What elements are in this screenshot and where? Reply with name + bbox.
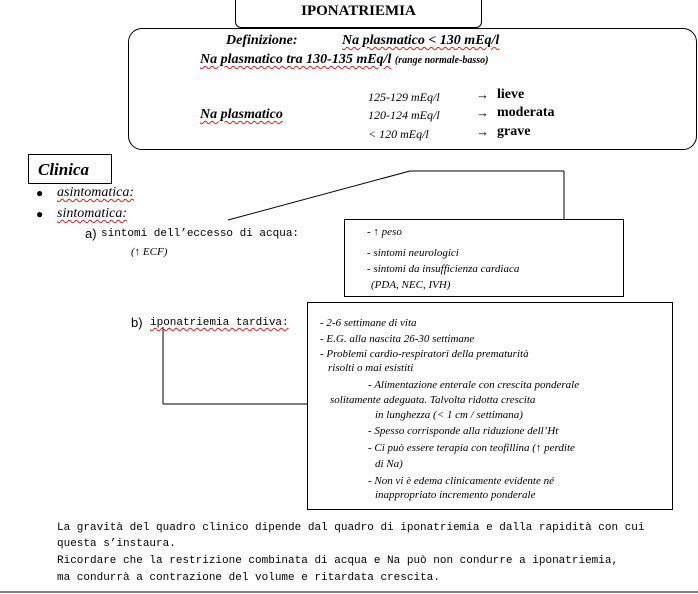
severity-grade-3: grave bbox=[497, 124, 531, 139]
symptoms-box bbox=[344, 219, 624, 297]
bullet-sintomatica bbox=[57, 206, 127, 222]
definition-line-1-text: Na plasmatico < 130 mEq/l bbox=[342, 33, 500, 48]
clinica-heading: Clinica bbox=[38, 160, 90, 179]
severity-grade-1: lieve bbox=[497, 87, 525, 102]
late-line-10: di Na) bbox=[375, 458, 403, 470]
symptoms-line-4: (PDA, NEC, IVH) bbox=[371, 279, 451, 291]
connector-a-diagonal bbox=[228, 171, 410, 220]
severity-arrow-2: → bbox=[476, 105, 489, 120]
item-a-marker: a) bbox=[85, 226, 97, 241]
item-a-sub: (↑ ECF) bbox=[131, 246, 168, 258]
severity-range-1: 125-129 mEq/l bbox=[368, 90, 440, 104]
bullet-sintomatica-text: sintomatica: bbox=[57, 206, 127, 221]
late-line-5: - Alimentazione enterale con crescita ponderale bbox=[368, 379, 580, 391]
severity-arrow-1: → bbox=[476, 87, 489, 102]
late-line-7: in lunghezza (< 1 cm / settimana) bbox=[375, 409, 523, 421]
late-line-12: inappropriato incremento ponderale bbox=[375, 489, 536, 501]
severity-range-3: < 120 mEq/l bbox=[368, 127, 429, 141]
late-line-3: - Problemi cardio-respiratori della prematurità bbox=[320, 348, 529, 360]
late-line-4: risolti o mai esistiti bbox=[328, 362, 414, 374]
late-line-2: - E.G. alla nascita 26-30 settimane bbox=[320, 333, 475, 345]
definition-label: Definizione: bbox=[226, 33, 298, 48]
item-b-marker: b) bbox=[131, 315, 143, 330]
late-line-9: - Ci può essere terapia con teofillina (↑ perdite bbox=[368, 442, 575, 454]
bullet-asintomatica-text: asintomatica: bbox=[57, 185, 134, 200]
bullet-dot-2: ● bbox=[36, 207, 44, 221]
item-b-text-span: iponatriemia tardiva: bbox=[150, 317, 289, 329]
late-line-1: - 2-6 settimane di vita bbox=[320, 317, 417, 329]
definition-line-2-note: (range normale-basso) bbox=[394, 55, 489, 66]
late-line-11: - Non vi è edema clinicamente evidente né bbox=[368, 475, 555, 487]
late-line-8: - Spesso corrisponde alla riduzione dell’Ht bbox=[368, 425, 559, 437]
bullet-asintomatica bbox=[57, 185, 134, 201]
footer-line-4: ma condurrà a contrazione del volume e ritardata crescita. bbox=[57, 572, 440, 584]
symptoms-line-1: - ↑ peso bbox=[367, 226, 402, 238]
item-a-text: sintomi dell’eccesso di acqua: bbox=[101, 228, 300, 240]
item-b-text bbox=[150, 317, 289, 329]
footer-line-1: La gravità del quadro clinico dipende dal quadro di iponatriemia e dalla rapidità con cui bbox=[57, 522, 645, 534]
page-title: IPONATRIEMIA bbox=[301, 3, 416, 19]
severity-grade-2: moderata bbox=[497, 105, 555, 120]
severity-label-text: Na plasmatico bbox=[200, 107, 283, 122]
symptoms-line-2: - sintomi neurologici bbox=[367, 247, 459, 259]
severity-arrow-3: → bbox=[476, 124, 489, 139]
late-hyponatremia-box bbox=[307, 302, 673, 510]
definition-line-2-text: Na plasmatico tra 130-135 mEq/l bbox=[200, 52, 392, 67]
symptoms-line-3: - sintomi da insufficienza cardiaca bbox=[367, 263, 520, 275]
clinica-heading-box bbox=[28, 154, 112, 184]
bullet-dot-1: ● bbox=[36, 186, 44, 200]
footer-line-2: questa s’instaura. bbox=[57, 538, 176, 550]
severity-range-2: 120-124 mEq/l bbox=[368, 108, 440, 122]
footer-line-3: Ricordare che la restrizione combinata di acqua e Na può non condurre a iponatriemia, bbox=[57, 555, 619, 567]
late-line-6: solitamente adeguata. Talvolta ridotta crescita bbox=[330, 394, 536, 406]
